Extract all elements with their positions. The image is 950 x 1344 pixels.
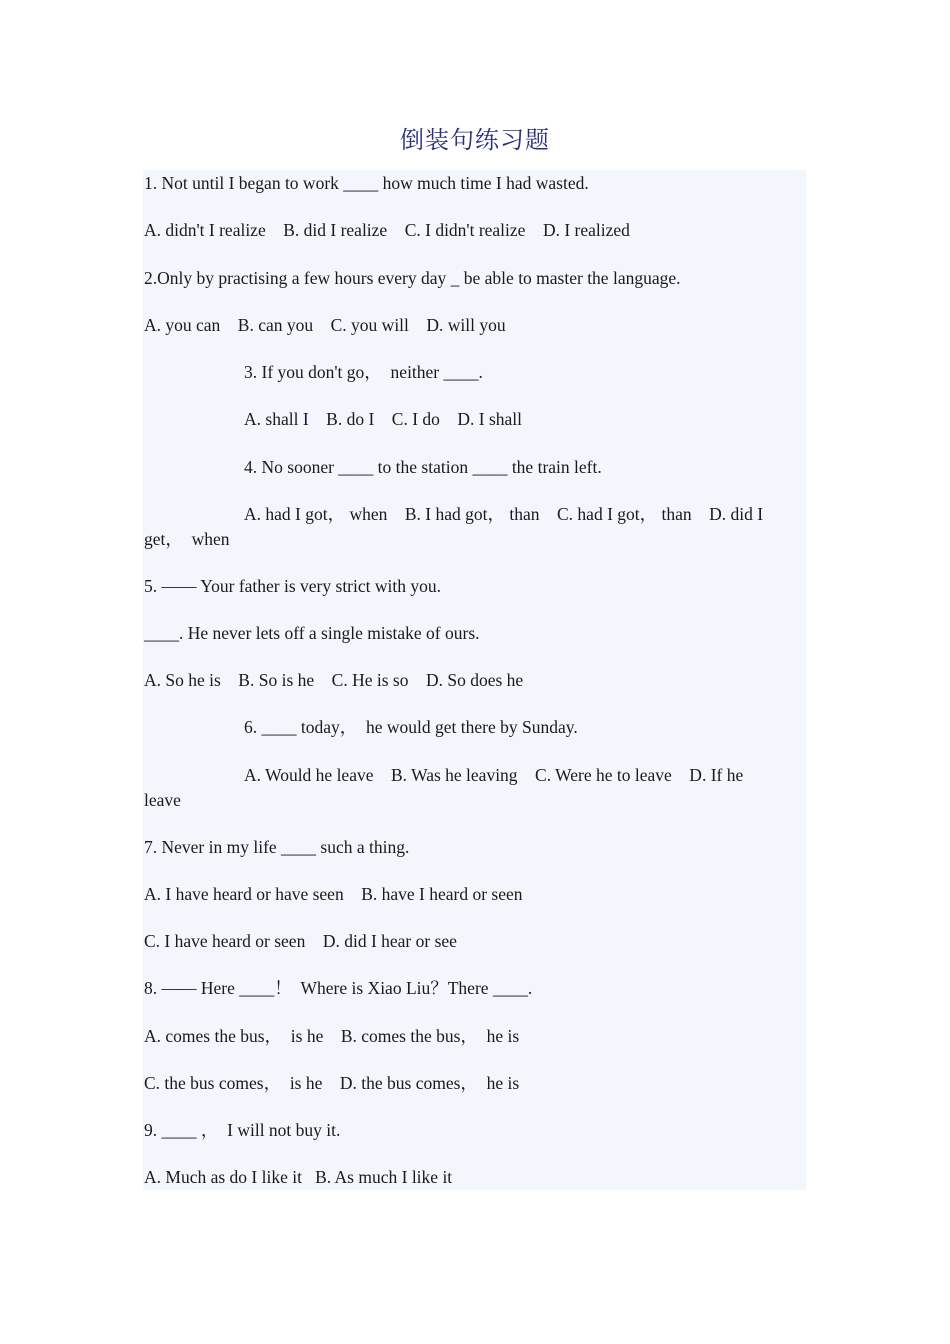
- question-5-reply: ____. He never lets off a single mistake of ours.: [144, 623, 480, 643]
- question-5: 5. —— Your father is very strict with you.: [144, 576, 441, 596]
- question-9: 9. ____ ， I will not buy it.: [144, 1120, 341, 1140]
- question-6-options-line-2: leave: [144, 790, 181, 810]
- question-9-options-1: A. Much as do I like it B. As much I like it: [144, 1167, 453, 1187]
- question-7: 7. Never in my life ____ such a thing.: [144, 837, 410, 857]
- question-3-options: A. shall I B. do I C. I do D. I shall: [244, 409, 523, 429]
- question-4-options: [144, 502, 804, 552]
- page-title: 倒装句练习题: [400, 126, 550, 154]
- question-7-options-2: C. I have heard or seen D. did I hear or see: [144, 931, 457, 951]
- question-3: 3. If you don't go， neither ____.: [244, 362, 483, 382]
- question-6-options-line-1: A. Would he leave B. Was he leaving C. Were he to leave D. If he: [244, 765, 744, 785]
- question-7-options-1: A. I have heard or have seen B. have I heard or seen: [144, 884, 523, 904]
- question-1-options: A. didn't I realize B. did I realize C. I didn't realize D. I realized: [144, 220, 630, 240]
- question-8: 8. —— Here ____！ Where is Xiao Liu？There ____.: [144, 978, 533, 998]
- question-4: 4. No sooner ____ to the station ____ the train left.: [244, 457, 602, 477]
- question-6-options: [144, 763, 804, 813]
- question-8-options-2: C. the bus comes， is he D. the bus comes， he is: [144, 1073, 520, 1093]
- question-1: 1. Not until I began to work ____ how much time I had wasted.: [144, 173, 589, 193]
- question-6: 6. ____ today， he would get there by Sunday.: [244, 717, 578, 737]
- question-2-options: A. you can B. can you C. you will D. will you: [144, 315, 506, 335]
- question-2: 2.Only by practising a few hours every day _ be able to master the language.: [144, 268, 681, 288]
- question-5-options: A. So he is B. So is he C. He is so D. So does he: [144, 670, 524, 690]
- question-4-options-line-2: get， when: [144, 529, 230, 549]
- question-8-options-1: A. comes the bus， is he B. comes the bus， he is: [144, 1026, 520, 1046]
- question-4-options-line-1: A. had I got， when B. I had got， than C. had I got， than D. did I: [244, 504, 764, 524]
